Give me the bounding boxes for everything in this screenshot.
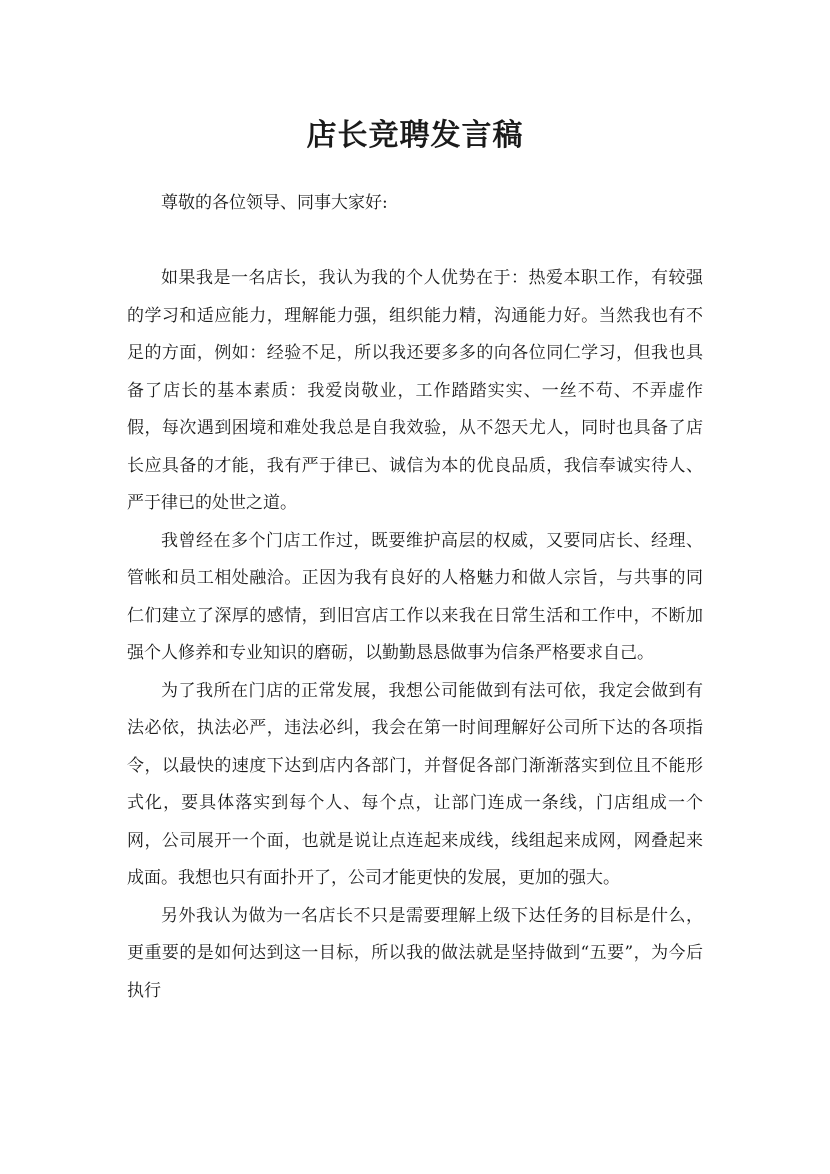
paragraph-1: 如果我是一名店长，我认为我的个人优势在于：热爱本职工作，有较强的学习和适应能力，理解能力强，组织能力精，沟通能力好。当然我也有不足的方面，例如：经验不足，所以我还要多多的向各位同仁学习，但我也具备了店长的基本素质：我爱岗敬业，工作踏踏实实、一丝不苟、不弄虚作假，每次遇到困境和难处我总是自我效验，从不怨天尤人，同时也具备了店长应具备的才能，我有严于律已、诚信为本的优良品质，我信奉诚实待人、严于律已的处世之道。 bbox=[127, 268, 703, 513]
greeting-line: 尊敬的各位领导、同事大家好: bbox=[161, 193, 388, 213]
paragraph-3: 为了我所在门店的正常发展，我想公司能做到有法可依，我定会做到有法必依，执法必严，违法必纠，我会在第一时间理解好公司所下达的各项指令，以最快的速度下达到店内各部门，并督促各部门渐渐落实到位且不能形式化，要具体落实到每个人、每个点，让部门连成一条线，门店组成一个网，公司展开一个面，也就是说让点连起来成线，线组起来成网，网叠起来成面。我想也只有面扑开了，公司才能更快的发展，更加的强大。 bbox=[127, 680, 703, 888]
document-title: 店长竞聘发言稿 bbox=[306, 118, 524, 153]
document-body bbox=[127, 185, 703, 1010]
paragraph-4: 另外我认为做为一名店长不只是需要理解上级下达任务的目标是什么，更重要的是如何达到这一目标，所以我的做法就是坚持做到“五要”，为今后执行 bbox=[127, 905, 703, 1001]
paragraph-2: 我曾经在多个门店工作过，既要维护高层的权威，又要同店长、经理、管帐和员工相处融洽。正因为我有良好的人格魅力和做人宗旨，与共事的同仁们建立了深厚的感情，到旧宫店工作以来我在日常生活和工作中，不断加强个人修养和专业知识的磨砺，以勤勤恳恳做事为信条严格要求自己。 bbox=[127, 530, 703, 663]
